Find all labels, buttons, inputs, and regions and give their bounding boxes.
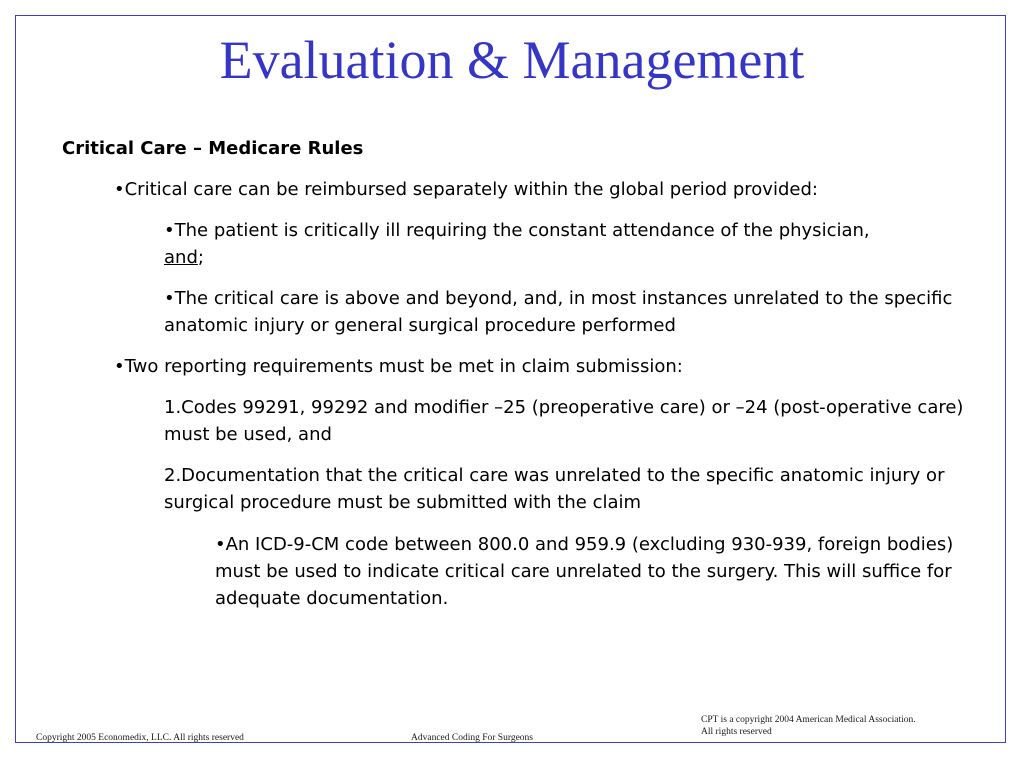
footer-cpt-copyright: [701, 714, 916, 738]
bullet-reporting-requirements: •Two reporting requirements must be met in claim submission:: [114, 356, 683, 377]
bullet-critically-ill-semicolon: ;: [197, 247, 204, 268]
footer-cpt-line1: CPT is a copyright 2004 American Medical Association.: [701, 715, 916, 725]
item-documentation: 2.Documentation that the critical care was unrelated to the specific anatomic injury or surgical procedure must be submitted with the claim: [164, 465, 945, 513]
bullet-above-and-beyond: •The critical care is above and beyond, and, in most instances unrelated to the specific anatomic injury or general surgical procedure performed: [164, 288, 953, 336]
bullet-critically-ill: [164, 217, 964, 271]
item-codes: 1.Codes 99291, 99292 and modifier –25 (preoperative care) or –24 (post-operative care) must be used, and: [164, 397, 964, 445]
bullet-critically-ill-and: and: [164, 247, 198, 268]
bullet-global-period: •Critical care can be reimbursed separately within the global period provided:: [114, 179, 818, 200]
section-heading: Critical Care – Medicare Rules: [62, 138, 364, 159]
slide-title: Evaluation & Management: [219, 30, 805, 90]
footer-course-title: Advanced Coding For Surgeons: [411, 733, 533, 743]
bullet-icd9-code: •An ICD-9-CM code between 800.0 and 959.9 (excluding 930-939, foreign bodies) must be used to indicate critical care unrelated to the surgery. This will suffice for adequate documentation.: [215, 534, 954, 609]
bullet-critically-ill-text: •The patient is critically ill requiring the constant attendance of the physician,: [164, 220, 870, 241]
footer-cpt-line2: All rights reserved: [701, 727, 772, 737]
footer-copyright: Copyright 2005 Economedix, LLC. All rights reserved: [36, 733, 244, 743]
